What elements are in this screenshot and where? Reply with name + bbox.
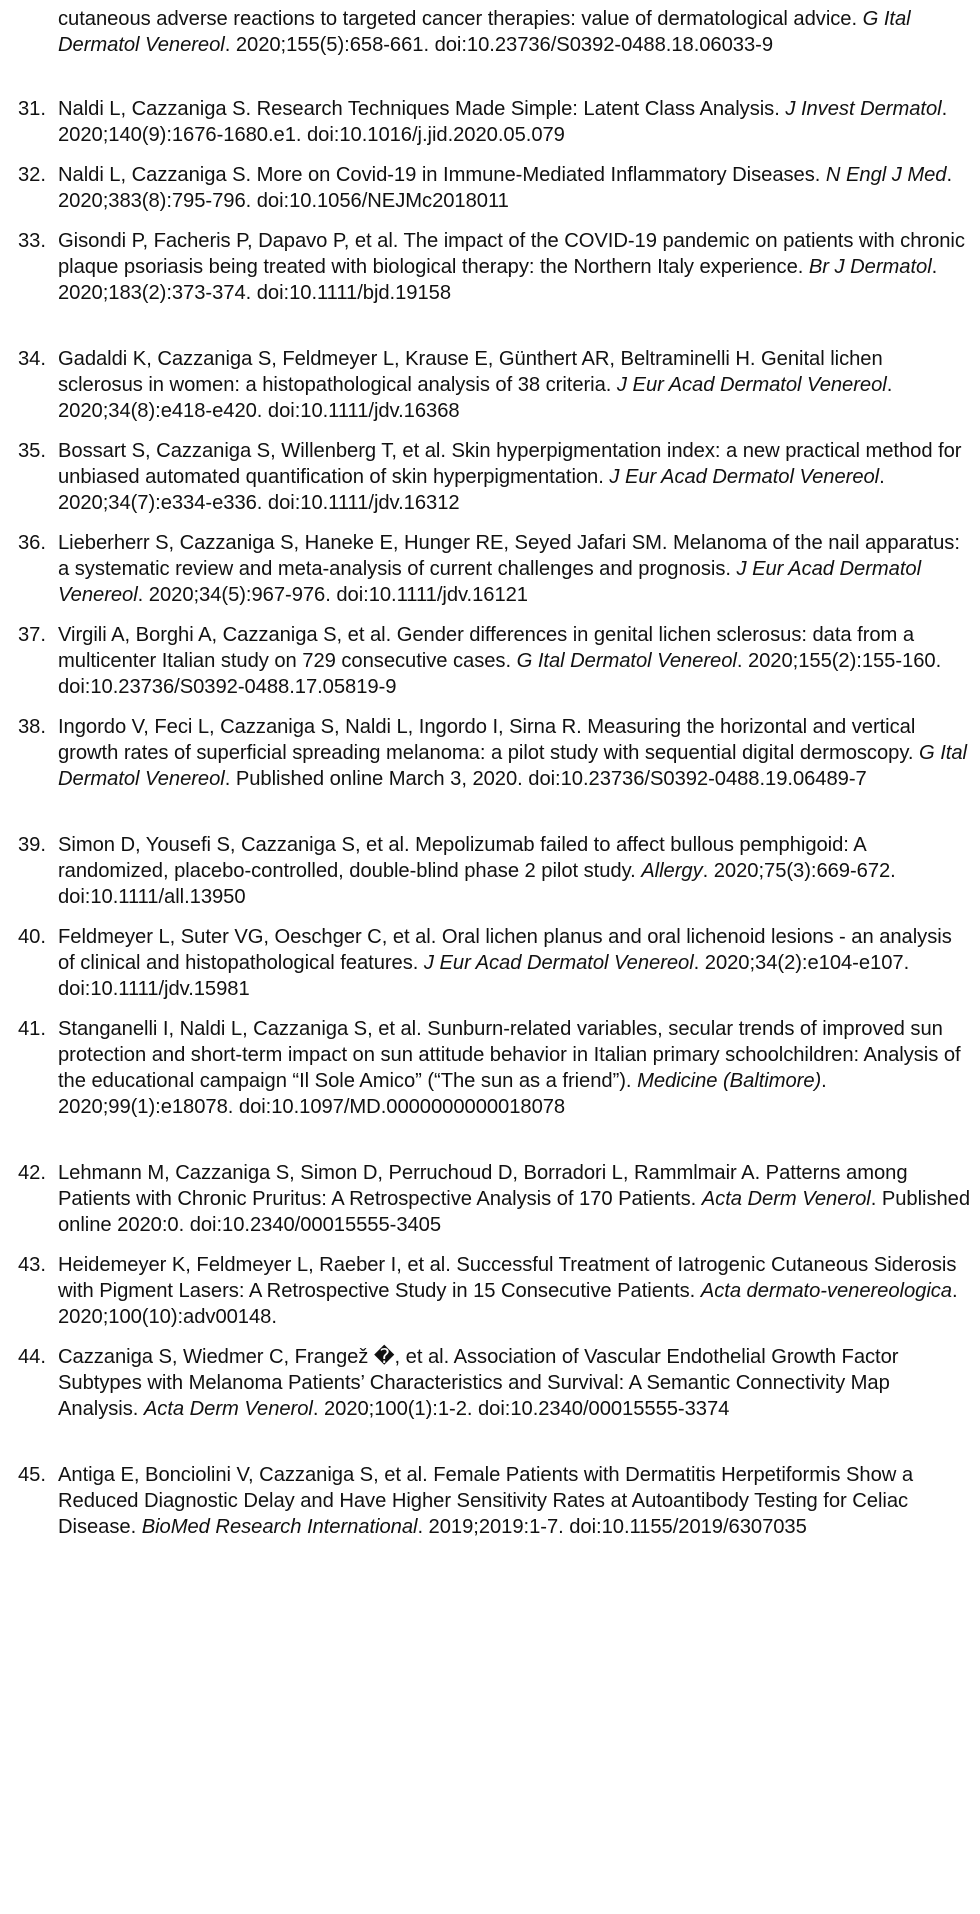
reference-text	[58, 832, 972, 910]
reference-number: 33.	[18, 230, 46, 252]
reference-text	[58, 530, 972, 608]
reference-item-32	[18, 162, 972, 214]
reference-number: 44.	[18, 1346, 46, 1368]
reference-citation: Cazzaniga S, Wiedmer C, Frangež �, et al. Association of Vascular Endothelial Growth Factor Subtypes with Melanoma Patients’ Characteristics and Survival: A Semantic Connectivity Map Analysis.	[58, 1346, 899, 1420]
reference-text	[58, 622, 972, 700]
reference-number: 36.	[18, 532, 46, 554]
reference-text	[58, 1160, 972, 1238]
reference-details: . 2020;34(2):e104-e107. doi:10.1111/jdv.15981	[58, 952, 910, 1000]
reference-text	[58, 714, 972, 792]
reference-text	[58, 1344, 972, 1422]
reference-number: 35.	[18, 440, 46, 462]
reference-details: . 2020;155(5):658-661. doi:10.23736/S0392-0488.18.06033-9	[224, 34, 773, 56]
reference-text	[58, 924, 972, 1002]
reference-number: 40.	[18, 926, 46, 948]
reference-number: 45.	[18, 1464, 46, 1486]
journal-title: J Eur Acad Dermatol Venereol	[58, 558, 922, 606]
reference-item-30-continued	[58, 6, 972, 58]
journal-title: J Invest Dermatol	[785, 98, 942, 120]
reference-text	[58, 438, 972, 516]
reference-number: 37.	[18, 624, 46, 646]
reference-details: . 2020;155(2):155-160. doi:10.23736/S0392-0488.17.05819-9	[58, 650, 942, 698]
journal-title: Acta Derm Venerol	[701, 1188, 871, 1210]
reference-citation: Lehmann M, Cazzaniga S, Simon D, Perruchoud D, Borradori L, Rammlmair A. Patterns among Patients with Chronic Pruritus: A Retrospective Analysis of 170 Patients.	[58, 1162, 908, 1210]
journal-title: Br J Dermatol	[808, 256, 932, 278]
reference-item-42	[18, 1160, 972, 1238]
journal-title: G Ital Dermatol Venereol	[516, 650, 737, 672]
reference-details: . 2020;100(10):adv00148.	[58, 1280, 958, 1328]
journal-title: Acta dermato-venereologica	[700, 1280, 952, 1302]
reference-number: 43.	[18, 1254, 46, 1276]
reference-citation: Antiga E, Bonciolini V, Cazzaniga S, et al. Female Patients with Dermatitis Herpetiformis Show a Reduced Diagnostic Delay and Have Higher Sensitivity Rates at Autoantibody Testing for Celiac Disease.	[58, 1464, 914, 1538]
reference-details: . 2020;34(7):e334-e336. doi:10.1111/jdv.16312	[58, 466, 885, 514]
reference-number: 31.	[18, 98, 46, 120]
reference-item-33	[18, 228, 972, 306]
journal-title: BioMed Research International	[141, 1516, 418, 1538]
reference-text	[58, 1462, 972, 1540]
reference-number: 42.	[18, 1162, 46, 1184]
reference-citation: Gadaldi K, Cazzaniga S, Feldmeyer L, Krause E, Günthert AR, Beltraminelli H. Genital lichen sclerosus in women: a histopathological analysis of 38 criteria.	[58, 348, 883, 396]
reference-item-37	[18, 622, 972, 700]
reference-details: . Published online 2020:0. doi:10.2340/00015555-3405	[58, 1188, 971, 1236]
reference-text	[58, 228, 972, 306]
reference-item-34	[18, 346, 972, 424]
reference-citation: Lieberherr S, Cazzaniga S, Haneke E, Hunger RE, Seyed Jafari SM. Melanoma of the nail apparatus: a systematic review and meta-analysis of current challenges and prognosis.	[58, 532, 960, 580]
reference-details: . 2020;140(9):1676-1680.e1. doi:10.1016/j.jid.2020.05.079	[58, 98, 948, 146]
reference-details: . 2020;34(5):967-976. doi:10.1111/jdv.16121	[137, 584, 528, 606]
reference-details: . 2020;75(3):669-672. doi:10.1111/all.13950	[58, 860, 896, 908]
reference-text	[58, 162, 972, 214]
reference-citation: Bossart S, Cazzaniga S, Willenberg T, et al. Skin hyperpigmentation index: a new practical method for unbiased automated quantification of skin hyperpigmentation.	[58, 440, 962, 488]
reference-text	[58, 6, 972, 58]
journal-title: J Eur Acad Dermatol Venereol	[616, 374, 887, 396]
reference-text	[58, 346, 972, 424]
journal-title: J Eur Acad Dermatol Venereol	[423, 952, 694, 974]
journal-title: Medicine (Baltimore)	[637, 1070, 822, 1092]
reference-number: 38.	[18, 716, 46, 738]
journal-title: N Engl J Med	[825, 164, 947, 186]
journal-title: Acta Derm Venerol	[143, 1398, 313, 1420]
reference-citation: Heidemeyer K, Feldmeyer L, Raeber I, et al. Successful Treatment of Iatrogenic Cutaneous Siderosis with Pigment Lasers: A Retrospective Study in 15 Consecutive Patients.	[58, 1254, 957, 1302]
journal-title: J Eur Acad Dermatol Venereol	[609, 466, 880, 488]
reference-details: . 2020;99(1):e18078. doi:10.1097/MD.0000000000018078	[58, 1070, 827, 1118]
reference-number: 41.	[18, 1018, 46, 1040]
reference-number: 34.	[18, 348, 46, 370]
reference-citation: Gisondi P, Facheris P, Dapavo P, et al. The impact of the COVID-19 pandemic on patients with chronic plaque psoriasis being treated with biological therapy: the Northern Italy experience.	[58, 230, 965, 278]
reference-citation: Feldmeyer L, Suter VG, Oeschger C, et al. Oral lichen planus and oral lichenoid lesions - an analysis of clinical and histopathological features.	[58, 926, 952, 974]
reference-item-44	[18, 1344, 972, 1422]
reference-number: 32.	[18, 164, 46, 186]
reference-item-40	[18, 924, 972, 1002]
journal-title: G Ital Dermatol Venereol	[58, 742, 967, 790]
reference-citation: Naldi L, Cazzaniga S. More on Covid-19 in Immune-Mediated Inflammatory Diseases.	[58, 164, 826, 186]
reference-item-41	[18, 1016, 972, 1120]
reference-item-39	[18, 832, 972, 910]
reference-details: . Published online March 3, 2020. doi:10.23736/S0392-0488.19.06489-7	[224, 768, 867, 790]
reference-citation: Virgili A, Borghi A, Cazzaniga S, et al. Gender differences in genital lichen sclerosus: data from a multicenter Italian study on 729 consecutive cases.	[58, 624, 915, 672]
reference-details: . 2020;34(8):e418-e420. doi:10.1111/jdv.16368	[58, 374, 893, 422]
journal-title: Allergy	[641, 860, 703, 882]
reference-citation: Simon D, Yousefi S, Cazzaniga S, et al. Mepolizumab failed to affect bullous pemphigoid: A randomized, placebo-controlled, double-blind phase 2 pilot study.	[58, 834, 866, 882]
reference-details: . 2019;2019:1-7. doi:10.1155/2019/6307035	[417, 1516, 807, 1538]
reference-item-38	[18, 714, 972, 792]
journal-title: G Ital Dermatol Venereol	[58, 8, 911, 56]
reference-item-45	[18, 1462, 972, 1540]
reference-details: . 2020;100(1):1-2. doi:10.2340/00015555-3374	[312, 1398, 730, 1420]
reference-number: 39.	[18, 834, 46, 856]
reference-citation: Stanganelli I, Naldi L, Cazzaniga S, et al. Sunburn-related variables, secular trends of improved sun protection and short-term impact on sun attitude behavior in Italian primary schoolchildren: Analysis of the educational campaign “Il Sole Amico” (“The sun as a friend”).	[58, 1018, 961, 1092]
reference-details: . 2020;183(2):373-374. doi:10.1111/bjd.19158	[58, 256, 938, 304]
reference-item-35	[18, 438, 972, 516]
reference-details: . 2020;383(8):795-796. doi:10.1056/NEJMc2018011	[58, 164, 953, 212]
reference-citation: cutaneous adverse reactions to targeted cancer therapies: value of dermatological advice.	[58, 8, 863, 30]
reference-item-43	[18, 1252, 972, 1330]
reference-item-31	[18, 96, 972, 148]
reference-citation: Ingordo V, Feci L, Cazzaniga S, Naldi L, Ingordo I, Sirna R. Measuring the horizontal and vertical growth rates of superficial spreading melanoma: a pilot study with sequential digital dermoscopy.	[58, 716, 919, 764]
reference-text	[58, 1016, 972, 1120]
reference-text	[58, 1252, 972, 1330]
reference-item-36	[18, 530, 972, 608]
reference-text	[58, 96, 972, 148]
reference-citation: Naldi L, Cazzaniga S. Research Techniques Made Simple: Latent Class Analysis.	[58, 98, 786, 120]
